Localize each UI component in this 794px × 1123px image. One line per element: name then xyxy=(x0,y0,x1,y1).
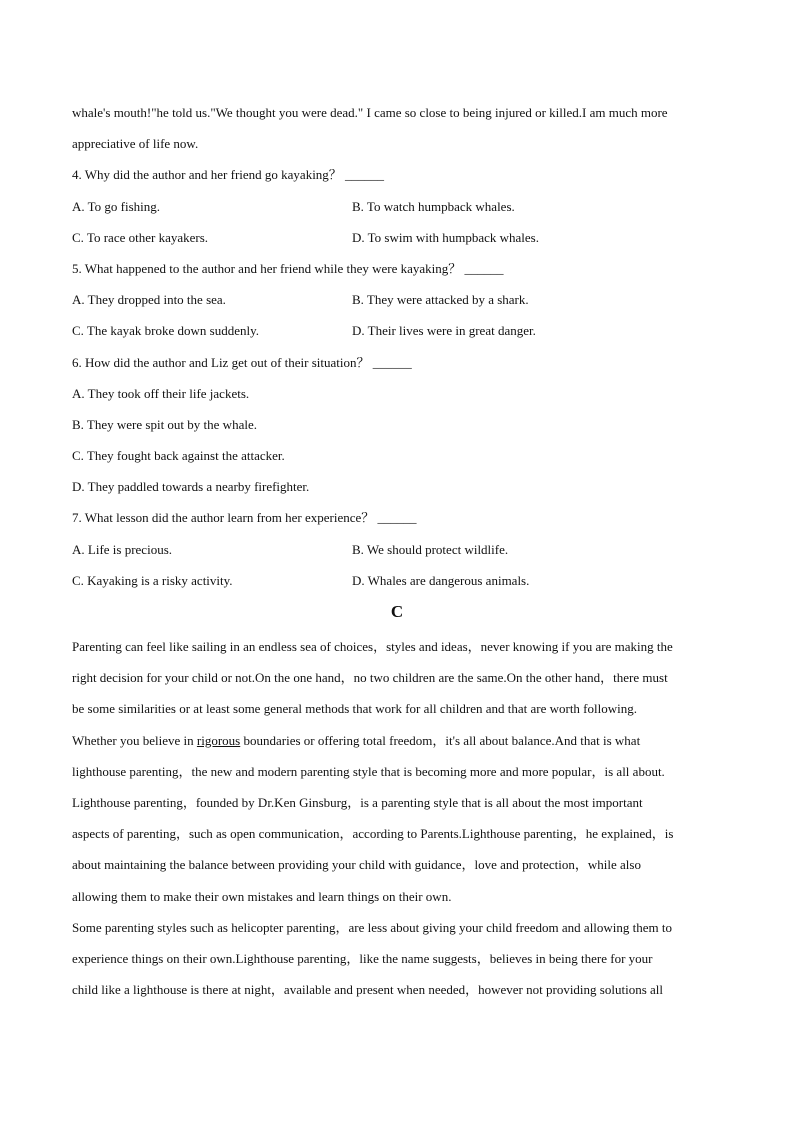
passage-line: right decision for your child or not.On the one hand，no two children are the same.On the other hand，there must xyxy=(72,670,668,686)
passage-line: aspects of parenting，such as open communication，according to Parents.Lighthouse parenting，he explained，is xyxy=(72,826,674,842)
passage-line: Some parenting styles such as helicopter parenting，are less about giving your child freedom and allowing them to xyxy=(72,919,673,935)
question-5-option-d: D. Their lives were in great danger. xyxy=(352,323,536,339)
passage-line: be some similarities or at least some general methods that work for all children and that are worth following. xyxy=(72,701,637,717)
question-4-options-row-1 xyxy=(72,191,722,222)
question-7-options-row-2 xyxy=(72,565,722,596)
passage-line: child like a lighthouse is there at night，available and present when needed，however not providing solutions all xyxy=(72,982,663,998)
question-5-option-c: C. The kayak broke down suddenly. xyxy=(72,323,260,339)
underlined-vocab-word: rigorous xyxy=(196,732,241,748)
question-7-option-a: A. Life is precious. xyxy=(72,541,173,557)
question-5-option-a: A. They dropped into the sea. xyxy=(72,292,226,308)
question-7-option-c: C. Kayaking is a risky activity. xyxy=(72,572,233,588)
question-4-option-c: C. To race other kayakers. xyxy=(72,229,209,245)
intro-line-2: appreciative of life now. xyxy=(72,136,199,152)
section-heading: C xyxy=(390,602,404,621)
passage-line: lighthouse parenting，the new and modern parenting style that is becoming more and more popular，is all about. xyxy=(72,763,665,779)
question-4-stem: 4. Why did the author and her friend go kayaking？ ______ xyxy=(72,167,385,183)
passage-line: about maintaining the balance between providing your child with guidance，love and protection，while also xyxy=(72,857,641,873)
question-4-option-b: B. To watch humpback whales. xyxy=(352,198,515,214)
question-5-option-b: B. They were attacked by a shark. xyxy=(352,292,529,308)
question-7-option-b: B. We should protect wildlife. xyxy=(352,541,509,557)
question-6-option-b: B. They were spit out by the whale. xyxy=(72,416,257,432)
question-6-stem: 6. How did the author and Liz get out of their situation？ ______ xyxy=(72,354,412,370)
passage-line: Lighthouse parenting，founded by Dr.Ken Ginsburg，is a parenting style that is all about the most important xyxy=(72,794,643,810)
question-5-options-row-2 xyxy=(72,315,722,346)
document-page xyxy=(72,97,722,1005)
question-6-option-c: C. They fought back against the attacker. xyxy=(72,448,285,464)
question-7-option-d: D. Whales are dangerous animals. xyxy=(352,572,530,588)
question-4-option-a: A. To go fishing. xyxy=(72,198,161,214)
question-7-stem: 7. What lesson did the author learn from her experience？ ______ xyxy=(72,510,417,526)
question-7-options-row-1 xyxy=(72,534,722,565)
question-5-stem: 5. What happened to the author and her friend while they were kayaking？ ______ xyxy=(72,260,504,276)
passage-line: allowing them to make their own mistakes and learn things on their own. xyxy=(72,888,452,904)
question-6-option-d: D. They paddled towards a nearby firefighter. xyxy=(72,479,310,495)
question-4-option-d: D. To swim with humpback whales. xyxy=(352,229,539,245)
question-6-option-a: A. They took off their life jackets. xyxy=(72,385,250,401)
question-5-options-row-1 xyxy=(72,284,722,315)
passage-text: Whether you believe in xyxy=(72,732,197,748)
passage-text: boundaries or offering total freedom，it's all about balance.And that is what xyxy=(240,732,641,748)
passage-line: Parenting can feel like sailing in an endless sea of choices，styles and ideas，never knowing if you are making the xyxy=(72,639,673,654)
passage-line: experience things on their own.Lighthouse parenting，like the name suggests，believes in being there for your xyxy=(72,950,653,966)
passage-line-with-vocab xyxy=(72,725,722,756)
question-4-options-row-2 xyxy=(72,222,722,253)
intro-line-1: whale's mouth!"he told us."We thought you were dead." I came so close to being injured or killed.I am much more xyxy=(72,105,668,120)
